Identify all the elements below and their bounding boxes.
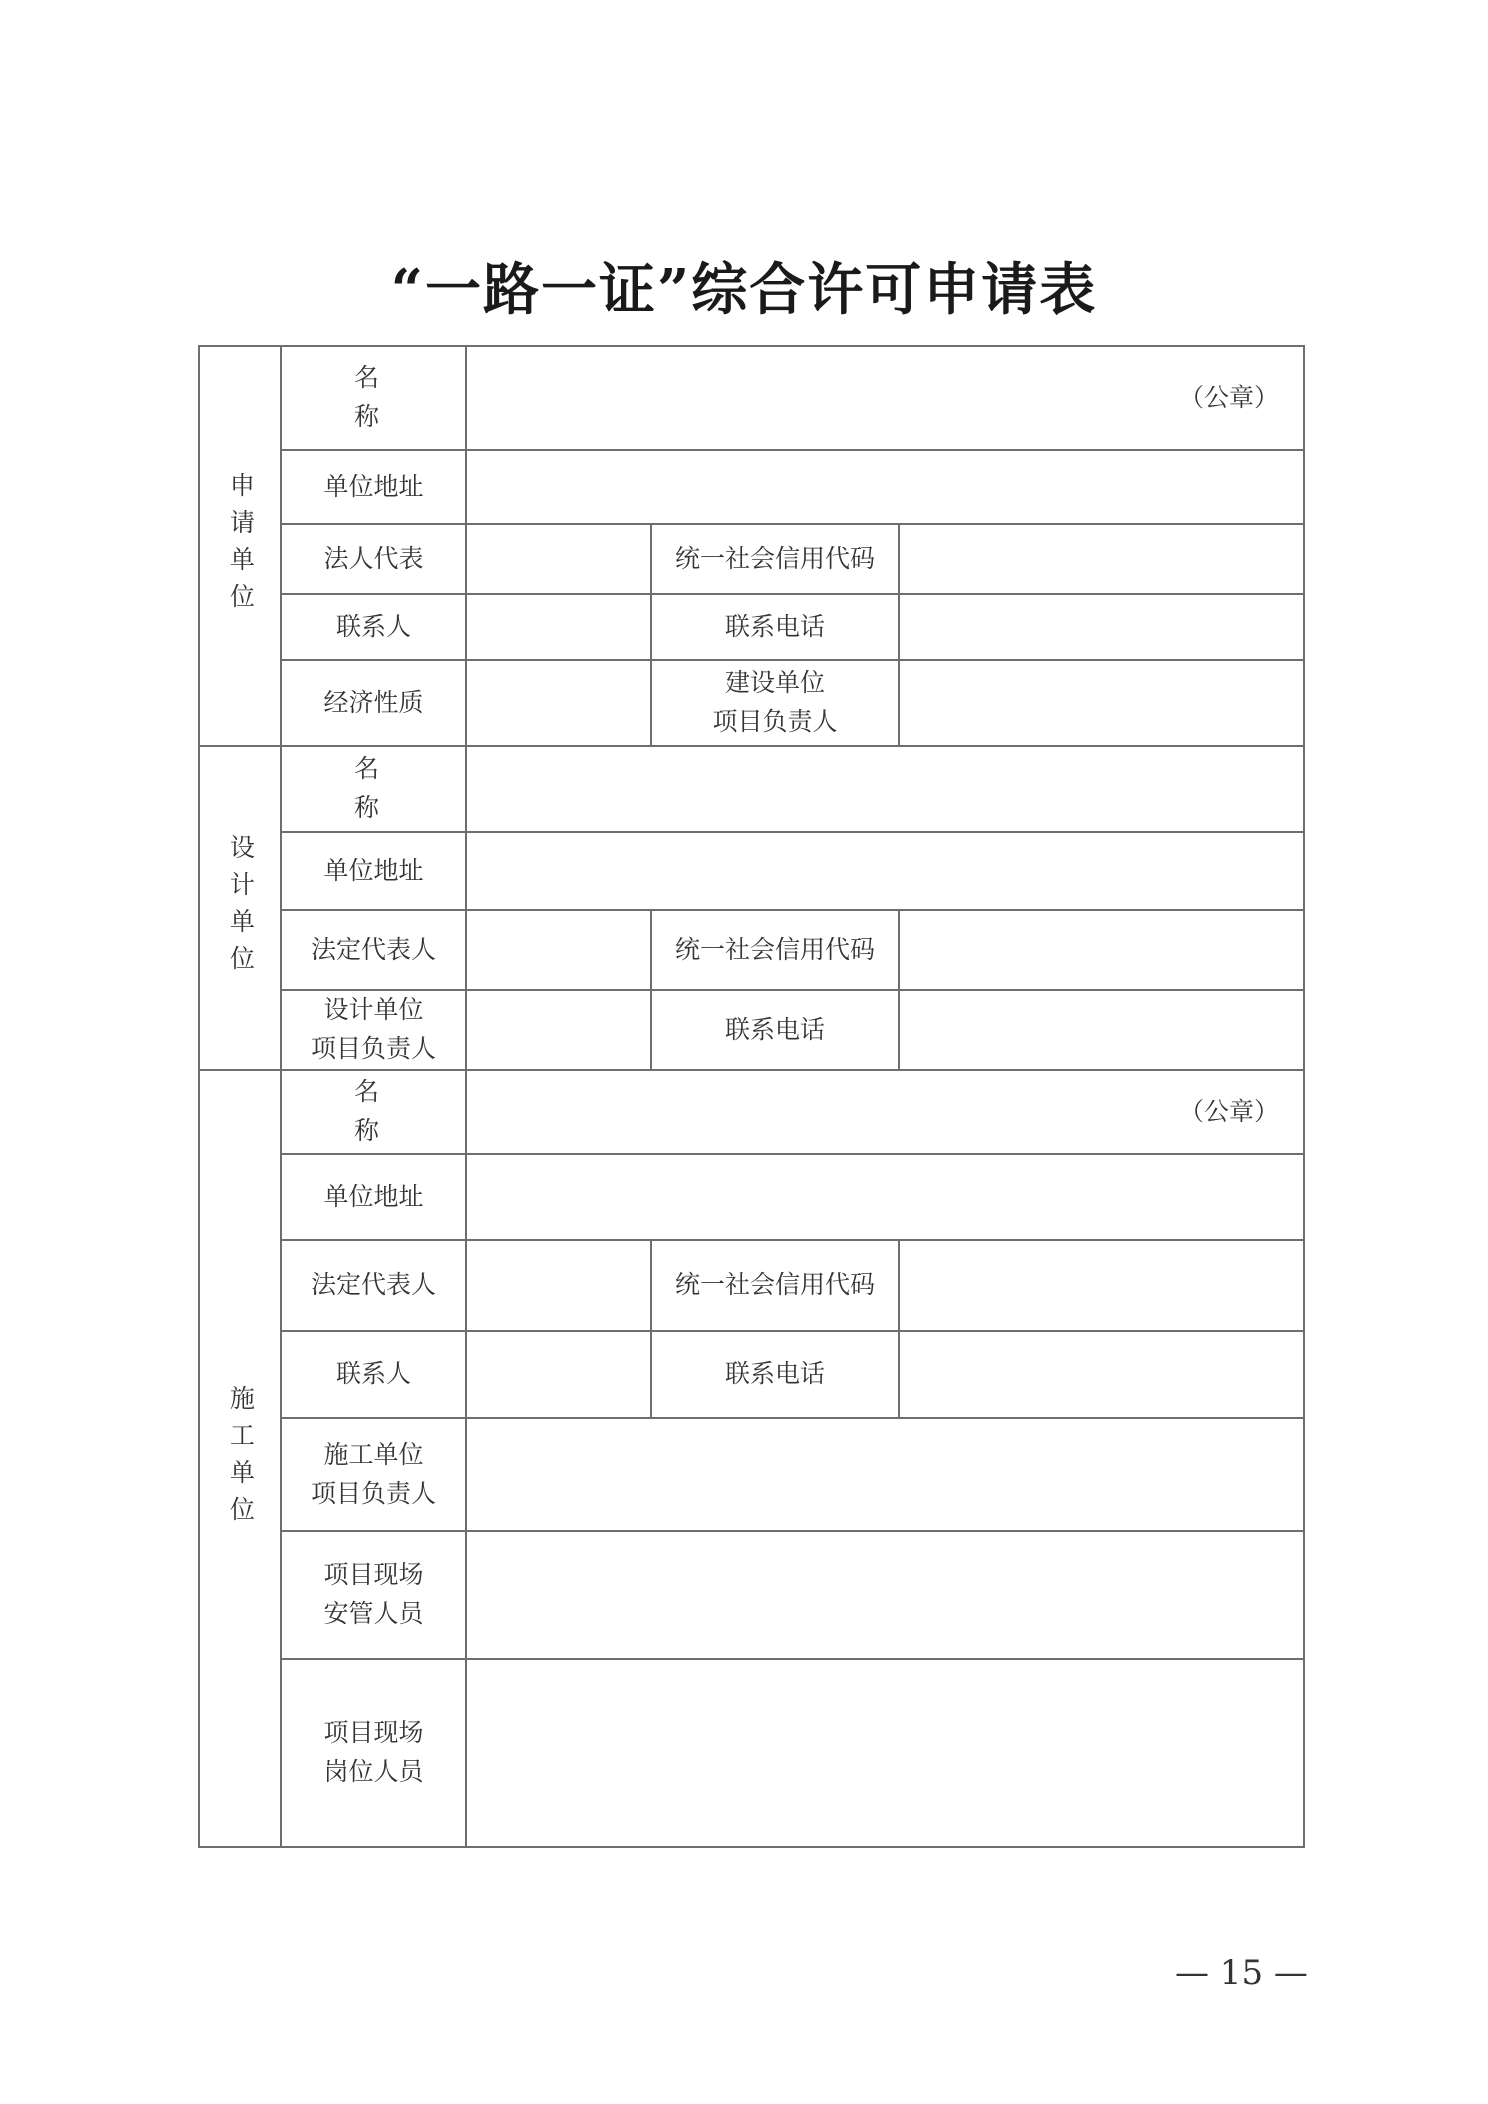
designer-legal-rep-label: 法定代表人 [281, 910, 466, 990]
constructor-manager-field[interactable] [466, 1418, 1304, 1531]
applicant-contact-field[interactable] [466, 594, 651, 660]
designer-credit-code-label: 统一社会信用代码 [651, 910, 899, 990]
constructor-legal-rep-label: 法定代表人 [281, 1240, 466, 1331]
designer-address-row [199, 832, 1304, 910]
constructor-manager-row [199, 1418, 1304, 1531]
applicant-economic-field[interactable] [466, 660, 651, 746]
constructor-staff-line2: 岗位人员 [323, 1757, 424, 1786]
constructor-safety-row [199, 1531, 1304, 1659]
designer-legal-rep-field[interactable] [466, 910, 651, 990]
applicant-economic-row [199, 660, 1304, 746]
designer-manager-label [281, 990, 466, 1070]
applicant-manager-line2: 项目负责人 [712, 707, 838, 736]
applicant-name-label: 名 称 [281, 346, 466, 450]
applicant-manager-label [651, 660, 899, 746]
applicant-manager-line1: 建设单位 [724, 668, 825, 698]
applicant-contact-label: 联系人 [281, 594, 466, 660]
applicant-address-row [199, 450, 1304, 524]
constructor-staff-row [199, 1659, 1304, 1847]
constructor-safety-line2: 安管人员 [323, 1599, 424, 1628]
constructor-section-label: 施工单位 [199, 1070, 281, 1847]
designer-address-label: 单位地址 [281, 832, 466, 910]
constructor-seal-note: （公章） [1179, 1096, 1280, 1126]
applicant-legal-rep-label: 法人代表 [281, 524, 466, 594]
constructor-staff-line1: 项目现场 [323, 1718, 424, 1748]
designer-legal-row [199, 910, 1304, 990]
applicant-seal-note: （公章） [1179, 382, 1280, 412]
constructor-manager-label [281, 1418, 466, 1531]
applicant-legal-row [199, 524, 1304, 594]
applicant-credit-code-field[interactable] [899, 524, 1304, 594]
applicant-legal-rep-field[interactable] [466, 524, 651, 594]
applicant-name-row [199, 346, 1304, 450]
designer-manager-line2: 项目负责人 [310, 1034, 436, 1063]
applicant-phone-label: 联系电话 [651, 594, 899, 660]
constructor-manager-line2: 项目负责人 [310, 1478, 436, 1508]
applicant-address-label: 单位地址 [281, 450, 466, 524]
constructor-address-field[interactable] [466, 1154, 1304, 1240]
form-title: “一路一证”综合许可申请表 [390, 257, 1098, 323]
constructor-contact-label: 联系人 [281, 1331, 466, 1418]
constructor-safety-field[interactable] [466, 1531, 1304, 1659]
applicant-name-field[interactable] [466, 346, 1304, 450]
applicant-contact-row [199, 594, 1304, 660]
applicant-section-label: 申请单位 [199, 346, 281, 746]
designer-section-label: 设计单位 [199, 746, 281, 1070]
constructor-credit-code-field[interactable] [899, 1240, 1304, 1331]
designer-name-field[interactable] [466, 746, 1304, 832]
designer-manager-field[interactable] [466, 990, 651, 1070]
constructor-legal-rep-field[interactable] [466, 1240, 651, 1331]
designer-manager-row [199, 990, 1304, 1070]
applicant-address-field[interactable] [466, 450, 1304, 524]
constructor-contact-row [199, 1331, 1304, 1418]
constructor-legal-row [199, 1240, 1304, 1331]
applicant-credit-code-label: 统一社会信用代码 [651, 524, 899, 594]
constructor-phone-label: 联系电话 [651, 1331, 899, 1418]
application-form-table [198, 345, 1305, 1848]
designer-name-row [199, 746, 1304, 832]
applicant-manager-field[interactable] [899, 660, 1304, 746]
constructor-address-label: 单位地址 [281, 1154, 466, 1240]
constructor-safety-label [281, 1531, 466, 1659]
designer-phone-field[interactable] [899, 990, 1304, 1070]
applicant-phone-field[interactable] [899, 594, 1304, 660]
designer-name-label: 名 称 [281, 746, 466, 832]
constructor-name-label: 名 称 [281, 1070, 466, 1154]
constructor-name-row [199, 1070, 1304, 1154]
constructor-manager-line1: 施工单位 [323, 1439, 424, 1469]
constructor-staff-field[interactable] [466, 1659, 1304, 1847]
designer-credit-code-field[interactable] [899, 910, 1304, 990]
applicant-economic-label: 经济性质 [281, 660, 466, 746]
constructor-address-row [199, 1154, 1304, 1240]
constructor-safety-line1: 项目现场 [323, 1560, 424, 1590]
constructor-phone-field[interactable] [899, 1331, 1304, 1418]
constructor-staff-label [281, 1659, 466, 1847]
designer-manager-line1: 设计单位 [323, 995, 424, 1025]
constructor-name-field[interactable] [466, 1070, 1304, 1154]
designer-address-field[interactable] [466, 832, 1304, 910]
page-number: — 15 — [1175, 1953, 1308, 1993]
constructor-credit-code-label: 统一社会信用代码 [651, 1240, 899, 1331]
designer-phone-label: 联系电话 [651, 990, 899, 1070]
constructor-contact-field[interactable] [466, 1331, 651, 1418]
